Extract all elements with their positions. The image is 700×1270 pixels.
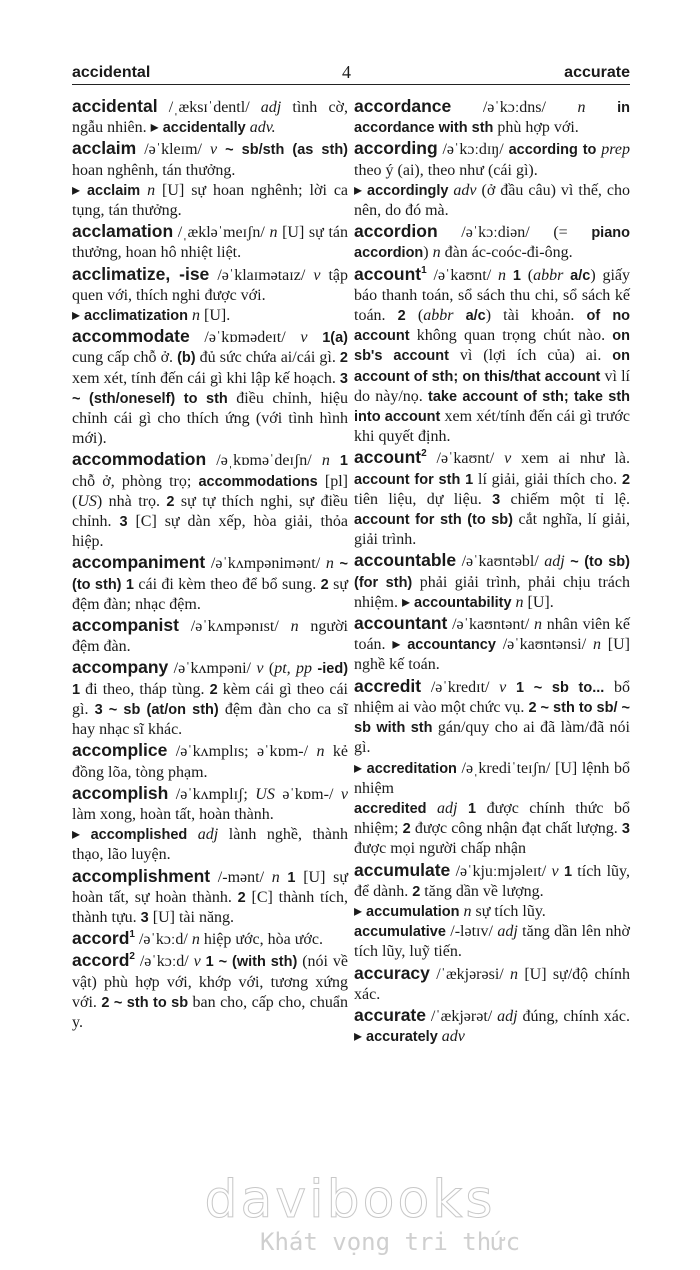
dictionary-entry: accomplice /əˈkʌmplɪs; əˈkɒm-/ n kẻ đồng lõa, tòng phạm.	[72, 740, 348, 781]
dictionary-entry: accuracy /ˈækjərəsi/ n [U] sự/độ chính xác.	[354, 962, 630, 1003]
dictionary-entry: accountant /əˈkaʊntənt/ n nhân viên kế toán. ▸ accountancy /əˈkaʊntənsi/ n [U] nghề kế toán.	[354, 613, 631, 674]
dictionary-entry: accordance /əˈkɔːdns/ n in accordance with sth phù hợp với.	[354, 96, 630, 137]
header-right-headword: accurate	[564, 64, 630, 81]
page-number: 4	[342, 62, 351, 82]
dictionary-entry: accompaniment /əˈkʌmpənimənt/ n ~ (to sth) 1 cái đi kèm theo để bổ sung. 2 sự đệm đàn; nhạc đệm.	[72, 552, 349, 613]
dictionary-entry: ▸ accomplished adj lành nghề, thành thạo, lão luyện.	[72, 826, 349, 864]
dictionary-entry: ▸ acclimatization n [U].	[72, 307, 231, 325]
dictionary-entry: account$^1$ /əˈkaʊnt/ n 1 (abbr a/c) giấy báo thanh toán, sổ sách thu chi, sổ sách kế toán. 2 (abbr a/c) tài khoản. of no account không quan trọng chút nào. on sb's account vì (lợi ích của) ai. on account of sth; on this/that account vì lí do này/nọ. take account of sth; take sth into account xem xét/tính đến cái gì trước khi quyết định.	[354, 263, 631, 446]
left-column	[72, 96, 348, 1033]
dictionary-entry: accord$^2$ /əˈkɔːd/ v 1 ~ (with sth) (nói về vật) phù hợp với, khớp với, tương xứng với. 2 ~ sth to sb ban cho, cấp cho, chuẩn y.	[72, 950, 348, 1031]
dictionary-entry: accompanist /əˈkʌmpənɪst/ n người đệm đàn.	[72, 615, 349, 656]
dictionary-entry: acclaim /əˈkleɪm/ v ~ sb/sth (as sth) hoan nghênh, tán thưởng.	[72, 138, 349, 179]
dictionary-entry: accommodate /əˈkɒmədeɪt/ v 1(a) cung cấp chỗ ở. (b) đủ sức chứa ai/cái gì. 2 xem xét, tính đến cái gì khi lập kế hoạch. 3 ~ (sth/oneself) to sth điều chỉnh, hiệu chỉnh cái gì cho thích ứng (với tình hình mới).	[72, 326, 349, 448]
dictionary-entry: accompany /əˈkʌmpəni/ v (pt, pp -ied) 1 đi theo, tháp tùng. 2 kèm cái gì theo cái gì. 3 ~ sb (at/on sth) đệm đàn cho ca sĩ hay nhạc sĩ khác.	[72, 657, 349, 739]
dictionary-entry: accumulative /-lətɪv/ adj tăng dần lên nhờ tích lũy, luỹ tiến.	[354, 923, 630, 961]
dictionary-entry: accord$^1$ /əˈkɔːd/ n hiệp ước, hòa ước.	[72, 928, 323, 949]
dictionary-entry: acclimatize, -ise /əˈklaɪmətaɪz/ v tập quen với, thích nghi được với.	[72, 263, 348, 304]
dictionary-entry: accredited adj 1 được chính thức bổ nhiệm; 2 được công nhận đạt chất lượng. 3 được mọi người chấp nhận	[354, 799, 631, 858]
running-header	[72, 62, 630, 90]
dictionary-entry: ▸ acclaim n [U] sự hoan nghênh; lời ca tụng, tán thưởng.	[72, 181, 349, 220]
dictionary-entry: accredit /əˈkredɪt/ v 1 ~ sb to... bổ nhiệm ai vào một chức vụ. 2 ~ sth to sb/ ~ sb with sth gán/quy cho ai đã làm/đã nói gì.	[354, 675, 631, 757]
dictionary-entry: acclamation /ˌækləˈmeɪʃn/ n [U] sự tán thưởng, hoan hô nhiệt liệt.	[72, 221, 348, 262]
dictionary-entry: accurate /ˈækjərət/ adj đúng, chính xác. ▸ accurately adv	[354, 1004, 631, 1046]
dictionary-entry: accomplishment /-mənt/ n 1 [U] sự hoàn tất, sự hoàn thành. 2 [C] thành tích, thành tựu. 3 [U] tài năng.	[72, 865, 349, 926]
dictionary-entry: accidental /ˌæksɪˈdentl/ adj tình cờ, ngẫu nhiên. ▸ accidentally adv.	[72, 96, 348, 137]
dictionary-entry: accommodation /əˌkɒməˈdeɪʃn/ n 1 chỗ ở, phòng trọ; accommodations [pl] (US) nhà trọ. 2 sự tự thích nghi, sự điều chỉnh. 3 [C] sự dàn xếp, hòa giải, thỏa hiệp.	[72, 449, 349, 551]
dictionary-entry: according /əˈkɔːdɪŋ/ according to prep theo ý (ai), theo như (cái gì).	[354, 138, 630, 179]
header-left-headword: accidental	[72, 64, 151, 81]
dictionary-entry: accordion /əˈkɔːdiən/ (= piano accordion) n đàn ác-coóc-đi-ông.	[354, 221, 630, 262]
watermark-tagline: Khát vọng tri thức	[260, 1228, 521, 1256]
watermark-brand: davibooks	[204, 1170, 496, 1230]
dictionary-entry: account$^2$ /əˈkaʊnt/ v xem ai như là. account for sth 1 lí giải, giải thích cho. 2 tiên liệu, dự liệu. 3 chiếm một tỉ lệ. account for sth (to sb) cắt nghĩa, lí giải, giải trình.	[354, 447, 631, 549]
dictionary-entry: ▸ accumulation n sự tích lũy.	[354, 902, 546, 920]
dictionary-entry: accumulate /əˈkjuːmjəleɪt/ v 1 tích lũy, để dành. 2 tăng dần về lượng.	[354, 859, 631, 900]
dictionary-entry: ▸ accordingly adv (ở đầu câu) vì thế, cho nên, do đó mà.	[354, 181, 631, 220]
header-rule	[72, 84, 630, 85]
dictionary-entry: accountable /əˈkaʊntəbl/ adj ~ (to sb) (for sth) phải giải trình, phải chịu trách nhiệm. ▸ accountability n [U].	[354, 550, 631, 611]
right-column	[354, 96, 630, 1047]
dictionary-entry: accomplish /əˈkʌmplɪʃ; US əˈkɒm-/ v làm xong, hoàn tất, hoàn thành.	[72, 782, 348, 823]
dictionary-entry: ▸ accreditation /əˌkrediˈteɪʃn/ [U] lệnh bổ nhiệm	[354, 759, 630, 797]
